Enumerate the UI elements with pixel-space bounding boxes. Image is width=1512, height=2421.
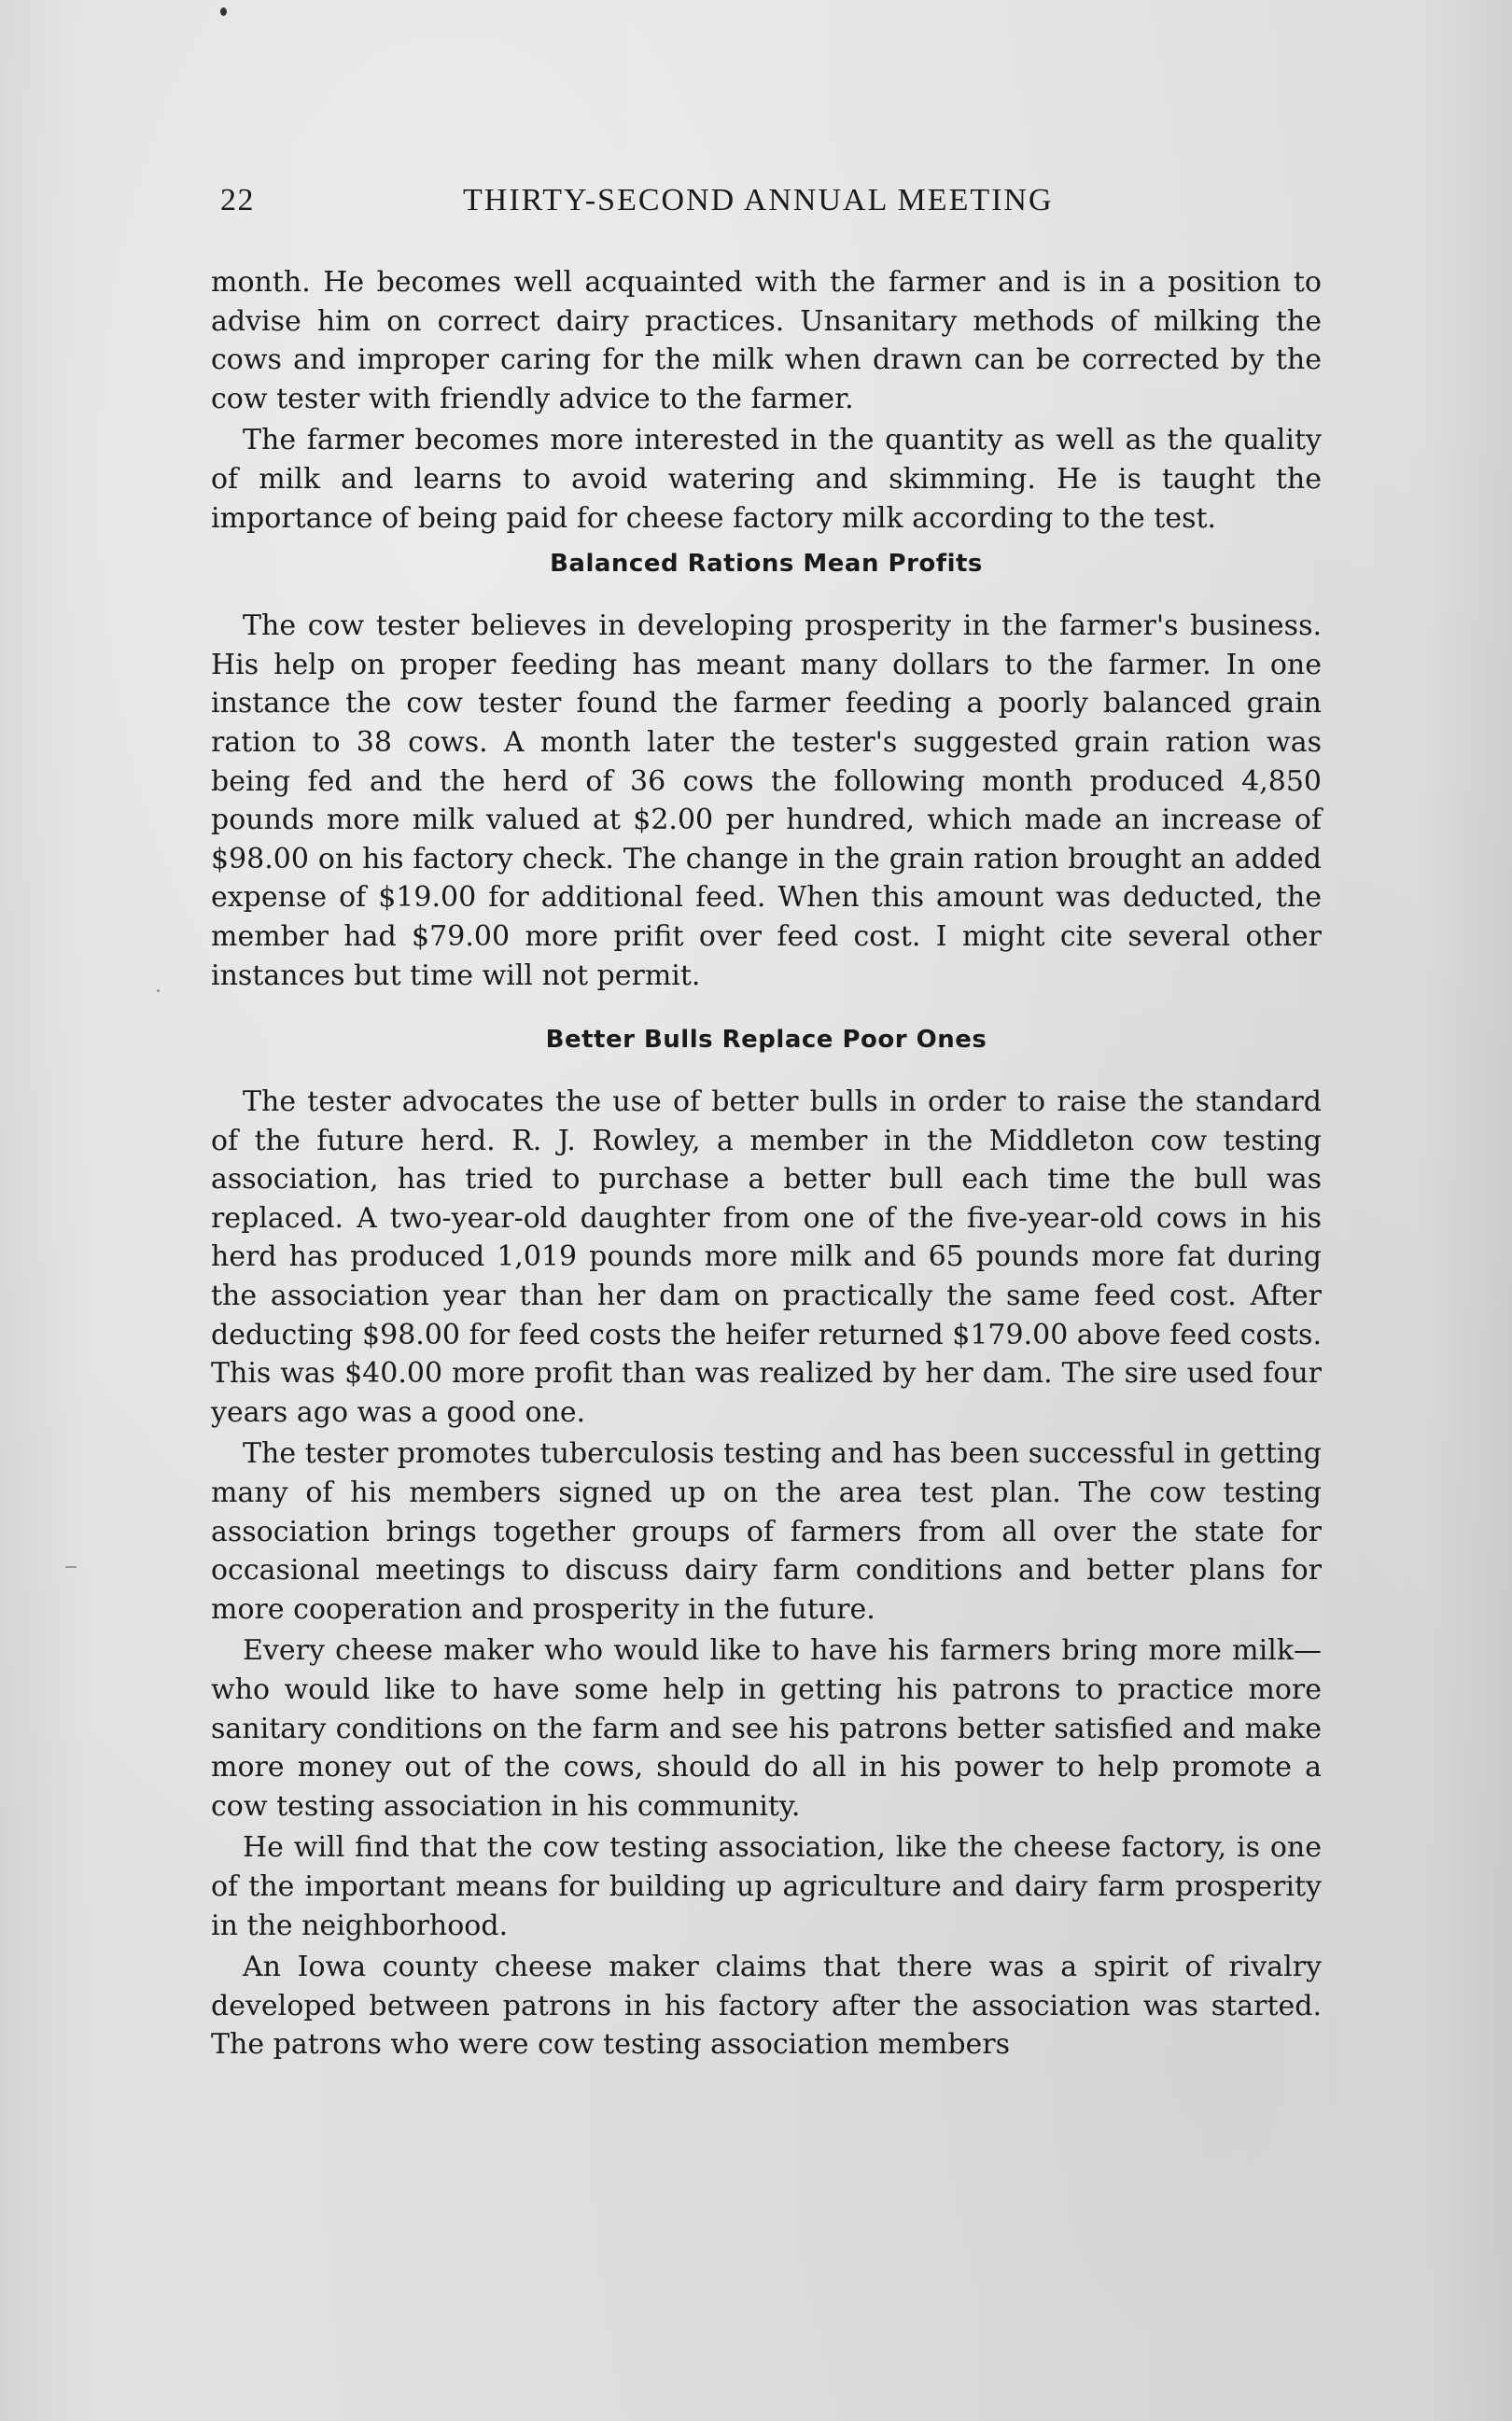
ink-speck	[157, 989, 160, 992]
ink-speck	[65, 1566, 77, 1568]
paragraph-6: Every cheese maker who would like to have his farmers bring more milk—who would like to have some help in getting his patrons to practice more sanitary conditions on the farm and see his patrons better satisfied and make more money out of the cows, should do all in his power to help promote a cow testing association in his community.	[211, 1634, 1322, 1823]
paragraph-1: month. He becomes well acquainted with the farmer and is in a position to advise him on correct dairy practices. Unsanitary methods of milking the cows and improper caring for the milk when drawn can be corrected by the cow tester with friendly advice to the farmer.	[211, 266, 1322, 415]
paragraph-3: The cow tester believes in developing prosperity in the farmer's business. His help on proper feeding has meant many dollars to the farmer. In one instance the cow tester found the farmer feeding a poorly balanced grain ration to 38 cows. A month later the tester's suggested grain ration was being fed and the herd of 36 cows the following month produced 4,850 pounds more milk valued at $2.00 per hundred, which made an increase of $98.00 on his factory check. The change in the grain ration brought an added expense of $19.00 for additional feed. When this amount was deducted, the member had $79.00 more prifit over feed cost. I might cite several other instances but time will not permit.	[211, 609, 1322, 992]
paragraph-2: The farmer becomes more interested in the quantity as well as the quality of milk and learns to avoid watering and skimming. He is taught the importance of being paid for cheese factory milk according to the test.	[211, 424, 1322, 535]
paragraph-7: He will find that the cow testing association, like the cheese factory, is one of the important means for building up agriculture and dairy farm prosperity in the neighborhood.	[211, 1831, 1322, 1942]
paragraph-5: The tester promotes tuberculosis testing and has been successful in getting many of his members signed up on the area test plan. The cow testing association brings together groups of farmers from all over the state for occasional meetings to discuss dairy farm conditions and better plans for more cooperation and prosperity in the future.	[211, 1437, 1322, 1626]
running-title: THIRTY-SECOND ANNUAL MEETING	[463, 183, 1054, 217]
running-head	[220, 183, 1322, 230]
paragraph-8: An Iowa county cheese maker claims that there was a spirit of rivalry developed between patrons in his factory after the association was started. The patrons who were cow testing association members	[211, 1951, 1322, 2062]
ink-speck	[220, 7, 227, 16]
page-number: 22	[220, 183, 255, 217]
paragraph-4: The tester advocates the use of better bulls in order to raise the standard of the future herd. R. J. Rowley, a member in the Middleton cow testing association, has tried to purchase a better bull each time the bull was replaced. A two-year-old daughter from one of the five-year-old cows in his herd has produced 1,019 pounds more milk and 65 pounds more fat during the association year than her dam on practically the same feed cost. After deducting $98.00 for feed costs the heifer returned $179.00 above feed costs. This was $40.00 more profit than was realized by her dam. The sire used four years ago was a good one.	[211, 1085, 1322, 1429]
section-heading-better-bulls: Better Bulls Replace Poor Ones	[545, 1026, 987, 1055]
body-text	[211, 263, 1322, 2064]
section-heading-balanced-rations: Balanced Rations Mean Profits	[550, 550, 983, 579]
